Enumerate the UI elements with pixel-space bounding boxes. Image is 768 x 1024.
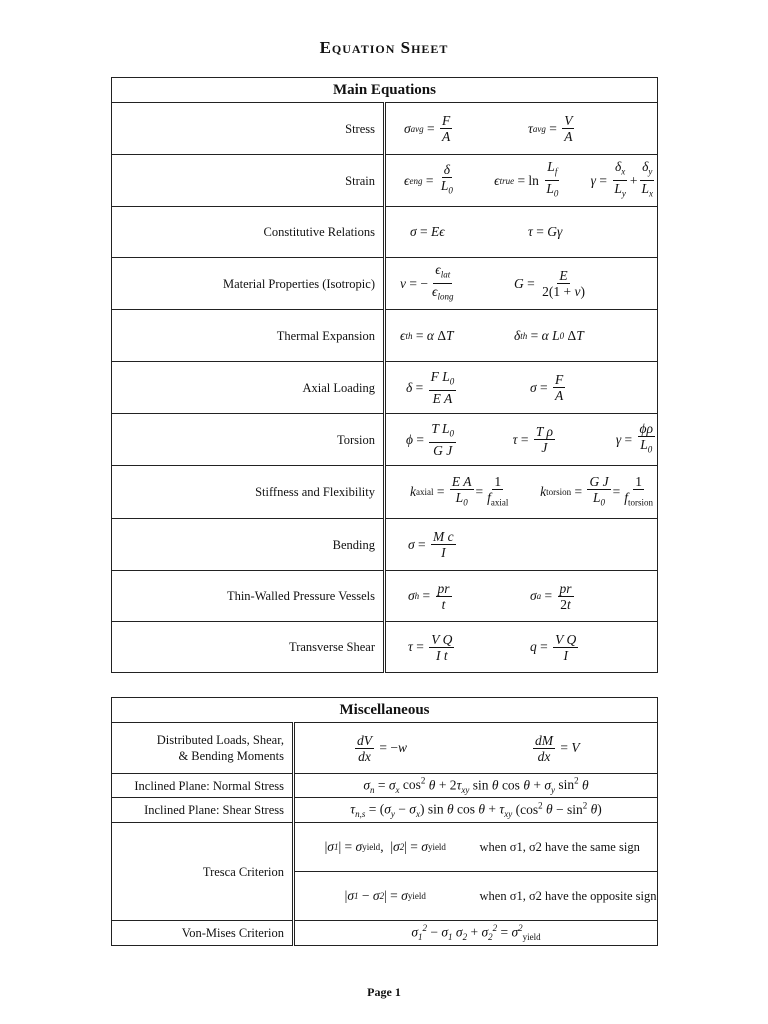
table-row bbox=[112, 103, 658, 155]
equation: σ = $\frac{F}{A}$ bbox=[530, 372, 564, 403]
page-number: Page 1 bbox=[367, 985, 401, 999]
equation: σ = $\frac{\text{M c}}{I}$ bbox=[408, 529, 454, 560]
row-label: Distributed Loads, Shear, & Bending Moments bbox=[112, 723, 294, 774]
table-row bbox=[112, 310, 658, 362]
table-row bbox=[112, 414, 658, 466]
condition-text: when σ1, σ2 have the opposite sign bbox=[479, 889, 657, 903]
equation: δ = $\frac{F L_0}{\text{E A}}$ bbox=[406, 369, 455, 406]
bending-equations bbox=[385, 519, 658, 571]
equation: γ = $\frac{\delta_x}{L_y}$ + $\frac{\delta_y}{L_x}$ bbox=[590, 159, 653, 199]
tresca-opposite-equation bbox=[294, 872, 476, 921]
stiffness-equations bbox=[385, 466, 658, 519]
equation: | σ 1 | = σ yield , | σ 2 | = σ yield bbox=[324, 839, 446, 854]
equation: σ avg = $\frac{F}{A}$ bbox=[404, 113, 451, 144]
equation: ϕ = $\frac{T L_0}{\text{G J}}$ bbox=[406, 421, 455, 458]
tresca-same-equation bbox=[294, 823, 476, 872]
row-label: Stress bbox=[112, 103, 385, 155]
table-row bbox=[112, 723, 658, 774]
von-mises-equation: $\sigma_1^2 - \sigma_1$ $\sigma_2 + \sigma_2^2 = \sigma^2_{yield}$ bbox=[294, 921, 658, 946]
row-label: Torsion bbox=[112, 414, 385, 466]
equation: ϵ eng = $\frac{\delta}{L_0}$ bbox=[404, 162, 453, 196]
document-title: Equation Sheet bbox=[319, 38, 449, 57]
table-row bbox=[112, 362, 658, 414]
table-row bbox=[112, 519, 658, 571]
equation: τ avg = $\frac{V}{A}$ bbox=[528, 113, 573, 144]
equation: σ = Eϵ bbox=[410, 224, 445, 239]
row-label: Transverse Shear bbox=[112, 622, 385, 673]
equation: $\frac{dV}{dx}$ = − w bbox=[357, 732, 408, 764]
table-row bbox=[112, 207, 658, 258]
equation: σ h = $\frac{pr}{t}$ bbox=[408, 580, 450, 612]
equation: | σ 1 − σ 2 | = σ yield bbox=[344, 888, 426, 903]
constitutive-equations bbox=[385, 207, 658, 258]
row-label: Material Properties (Isotropic) bbox=[112, 258, 385, 310]
row-label: Inclined Plane: Shear Stress bbox=[112, 798, 294, 823]
axial-loading-equations bbox=[385, 362, 658, 414]
row-label: Von-Mises Criterion bbox=[112, 921, 294, 946]
row-label: Stiffness and Flexibility bbox=[112, 466, 385, 519]
miscellaneous-heading: Miscellaneous bbox=[112, 698, 658, 723]
row-label: Thin-Walled Pressure Vessels bbox=[112, 571, 385, 622]
row-label: Axial Loading bbox=[112, 362, 385, 414]
table-row bbox=[112, 622, 658, 673]
row-label: Bending bbox=[112, 519, 385, 571]
row-label: Constitutive Relations bbox=[112, 207, 385, 258]
equation: k axial = $\frac{\text{E A}}{L_0}$ = $\frac{1}{f_{axial}}$ bbox=[410, 473, 509, 508]
table-row bbox=[112, 571, 658, 622]
table-row bbox=[112, 774, 658, 798]
main-equations-heading: Main Equations bbox=[112, 78, 658, 103]
row-label: Strain bbox=[112, 155, 385, 207]
miscellaneous-table bbox=[111, 697, 658, 946]
row-label: Tresca Criterion bbox=[112, 823, 294, 921]
table-row bbox=[112, 921, 658, 946]
equation: σ a = $\frac{pr}{2t}$ bbox=[530, 580, 572, 612]
equation: G = $\frac{E}{2(1 + \nu)}$ bbox=[514, 268, 585, 299]
table-row bbox=[112, 798, 658, 823]
equation: k torsion = $\frac{\text{G J}}{L_0}$ = $\frac{1}{f_{torsion}}$ bbox=[540, 473, 653, 508]
strain-equations bbox=[385, 155, 658, 207]
equation: q = $\frac{\text{V Q}}{I}$ bbox=[530, 631, 577, 663]
equation: τ = $\frac{\text{V Q}}{\text{I t}}$ bbox=[408, 631, 453, 663]
stress-equations bbox=[385, 103, 658, 155]
equation: τ = $\frac{\text{T ρ}}{J}$ bbox=[512, 424, 553, 455]
torsion-equations bbox=[385, 414, 658, 466]
transverse-shear-equations bbox=[385, 622, 658, 673]
equation: $\frac{dM}{dx}$ = V bbox=[535, 732, 580, 764]
tresca-same-condition bbox=[476, 823, 658, 872]
condition-text: when σ1, σ2 have the same sign bbox=[479, 840, 640, 854]
table-row bbox=[112, 258, 658, 310]
table-row bbox=[112, 466, 658, 519]
equation: ϵ th = α Δ T bbox=[400, 327, 454, 343]
equation: τ = Gγ bbox=[528, 224, 563, 239]
thermal-expansion-equations bbox=[385, 310, 658, 362]
pressure-vessel-equations bbox=[385, 571, 658, 622]
tresca-opposite-condition bbox=[476, 872, 658, 921]
equation: ν = − $\frac{\epsilon_{lat}}{\epsilon_{long}}$ bbox=[400, 262, 454, 302]
table-row bbox=[112, 155, 658, 207]
equation: ϵ true = ln $\frac{L_f}{L_0}$ bbox=[494, 159, 559, 199]
table-row bbox=[112, 823, 658, 872]
distributed-loads-equations bbox=[294, 723, 658, 774]
row-label: Inclined Plane: Normal Stress bbox=[112, 774, 294, 798]
main-equations-table bbox=[111, 77, 658, 673]
equation: γ = $\frac{\phi\rho}{L_0}$ bbox=[615, 421, 653, 455]
row-label: Thermal Expansion bbox=[112, 310, 385, 362]
inclined-normal-equation: $\sigma_n = \sigma_x$ $\cos^2 \theta + 2\tau_{xy}$ sin θ $\cos \theta + \sigma_y$ $\sin^2 \theta$ bbox=[294, 774, 658, 798]
equation: δ th = α L 0 Δ T bbox=[514, 327, 584, 343]
material-properties-equations bbox=[385, 258, 658, 310]
inclined-shear-equation: $\tau_{n,s} = (\sigma_y - \sigma_x)$ sin θ $\cos \theta + \tau_{xy}$ ($\cos^2$ $\theta - \sin^2 \theta$) bbox=[294, 798, 658, 823]
